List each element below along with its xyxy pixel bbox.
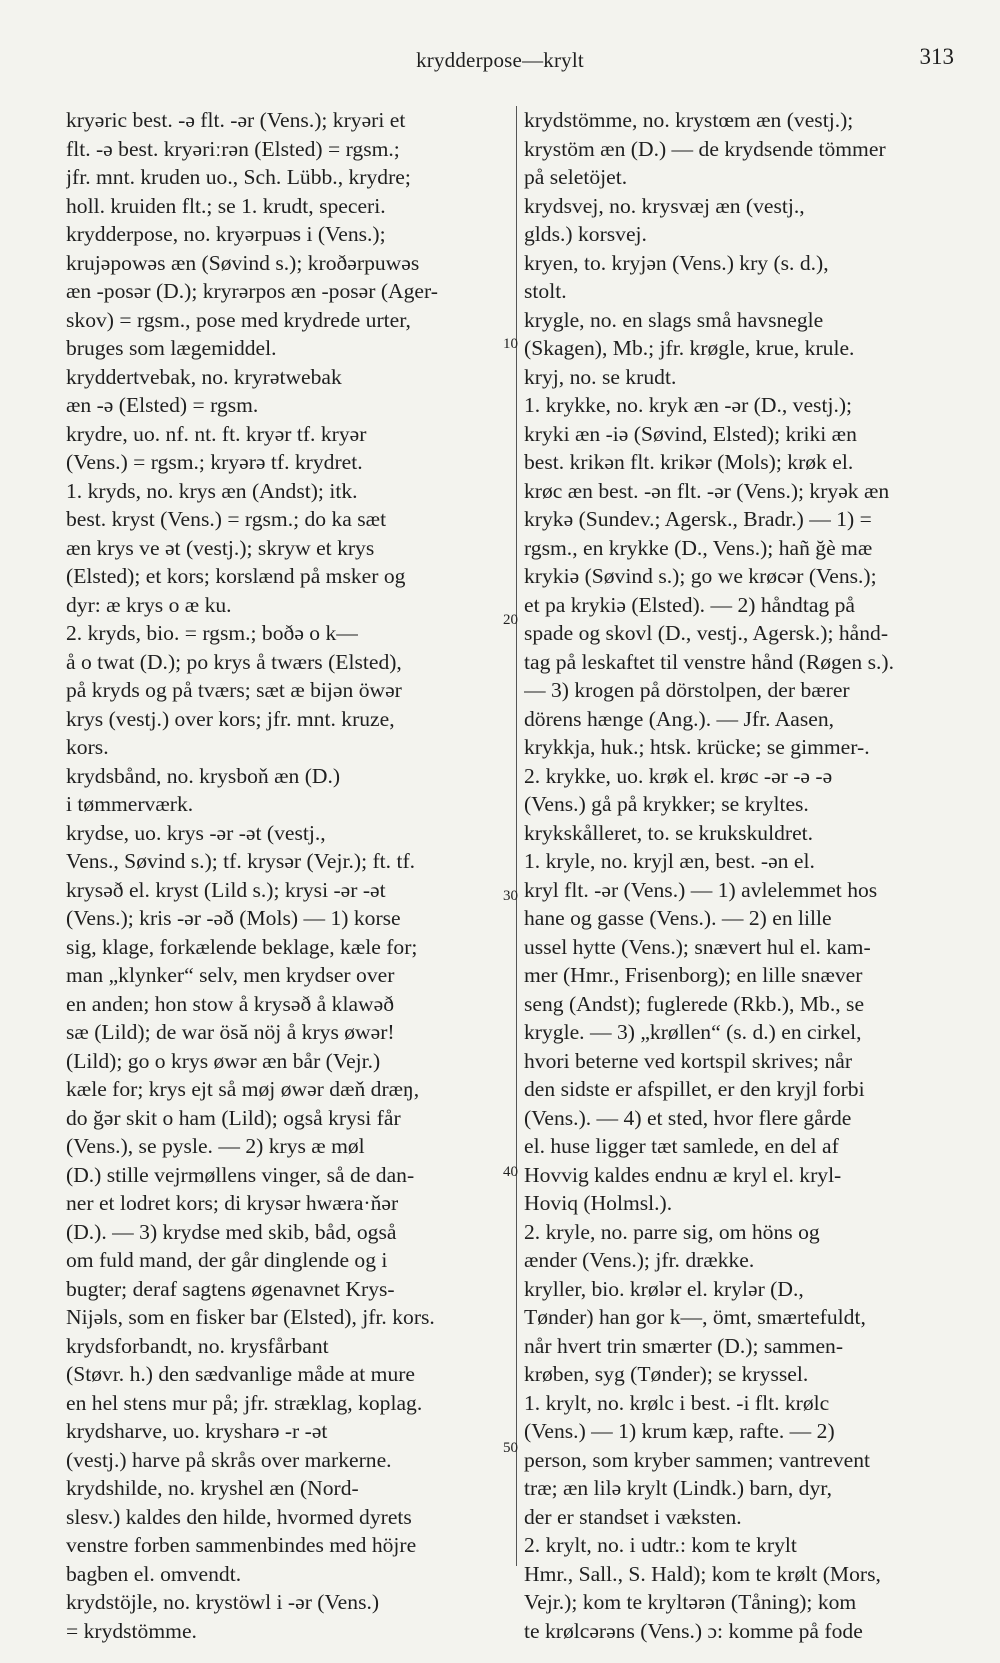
text-line: seng (Andst); fuglerede (Rkb.), Mb., se bbox=[524, 991, 865, 1016]
text-line: — 3) krogen på dörstolpen, der bærer bbox=[524, 678, 850, 702]
text-line: holl. kruiden flt.; se 1. krudt, speceri. bbox=[66, 193, 386, 218]
text-line: å o twat (D.); po krys å twærs (Elsted), bbox=[66, 649, 402, 674]
text-line: flt. -ə best. kryəriːrən (Elsted) = rgsm.; bbox=[66, 136, 400, 161]
text-line: 1. kryle, no. kryjl æn, best. -ən el. bbox=[524, 849, 815, 873]
text-line: kryddertvebak, no. kryrətwebak bbox=[66, 364, 342, 389]
text-line: kryj, no. se krudt. bbox=[524, 364, 677, 389]
text-line: den sidste er afspillet, er den kryjl forbi bbox=[524, 1077, 865, 1101]
text-line: (Vens.) — 1) krum kæp, rafte. — 2) bbox=[524, 1419, 835, 1443]
line-number: 10 bbox=[503, 336, 518, 352]
text-line: dyr: æ krys o æ ku. bbox=[66, 592, 232, 617]
text-line: krykə (Sundev.; Agersk., Bradr.) — 1) = bbox=[524, 507, 872, 531]
text-line: krøc æn best. -ən flt. -ər (Vens.); kryək æn bbox=[524, 478, 890, 503]
text-line: (Støvr. h.) den sædvanlige måde at mure bbox=[66, 1362, 416, 1386]
text-line: krydstömme, no. krystœm æn (vestj.); bbox=[524, 108, 854, 132]
text-line: krygle, no. en slags små havsnegle bbox=[524, 307, 824, 332]
text-line: krykkja, huk.; htsk. krücke; se gimmer-. bbox=[524, 735, 870, 759]
column-rule bbox=[516, 106, 517, 1566]
text-line: (Elsted); et kors; korslænd på msker og bbox=[66, 564, 406, 588]
text-line: Nijəls, som en fisker bar (Elsted), jfr. kors. bbox=[66, 1305, 435, 1329]
text-line: krykskålleret, to. se krukskuldret. bbox=[524, 820, 814, 845]
text-line: æn -ə (Elsted) = rgsm. bbox=[66, 393, 259, 417]
text-line: 2. kryds, bio. = rgsm.; boðə o k— bbox=[66, 621, 358, 645]
text-line: Hoviq (Holmsl.). bbox=[524, 1191, 673, 1215]
text-line: kæle for; krys ejt så møj øwər dæň dræŋ, bbox=[66, 1077, 420, 1101]
text-line: krydse, uo. krys -ər -ət (vestj., bbox=[66, 820, 326, 845]
text-line: 2. krylt, no. i udtr.: kom te krylt bbox=[524, 1533, 797, 1557]
text-line: sæ (Lild); de war ösă nöj å krys øwər! bbox=[66, 1020, 395, 1044]
text-line: sig, klage, forkælende beklage, kæle for; bbox=[66, 934, 418, 959]
text-line: (Vens.). — 4) et sted, hvor flere gårde bbox=[524, 1105, 852, 1130]
text-line: krysəð el. kryst (Lild s.); krysi -ər -ət bbox=[66, 877, 386, 902]
text-line: (D.) stille vejrmøllens vinger, så de dan- bbox=[66, 1162, 415, 1187]
text-line: dörens hænge (Ang.). — Jfr. Aasen, bbox=[524, 706, 835, 731]
text-line: hvori beterne ved kortspil skrives; når bbox=[524, 1048, 853, 1073]
text-line: 2. krykke, uo. krøk el. krøc -ər -ə -ə bbox=[524, 763, 833, 788]
text-line: kors. bbox=[66, 735, 109, 759]
text-line: te krølcərəns (Vens.) ɔ: komme på fode bbox=[524, 1618, 863, 1643]
text-line: 1. krylt, no. krølc i best. -i flt. krølc bbox=[524, 1390, 830, 1415]
text-line: (Skagen), Mb.; jfr. krøgle, krue, krule. bbox=[524, 336, 855, 360]
text-line: Vens., Søvind s.); tf. krysər (Vejr.); ft. tf. bbox=[66, 849, 416, 873]
text-line: når hvert trin smærter (D.); sammen- bbox=[524, 1333, 844, 1358]
text-line: person, som kryber sammen; vantrevent bbox=[524, 1447, 871, 1472]
text-line: bugter; deraf sagtens øgenavnet Krys- bbox=[66, 1276, 395, 1301]
text-line: krøben, syg (Tønder); se kryssel. bbox=[524, 1362, 809, 1386]
text-line: Tønder) han gor k—, ömt, smærtefuldt, bbox=[524, 1305, 866, 1329]
text-line: 2. kryle, no. parre sig, om höns og bbox=[524, 1219, 820, 1244]
text-line: glds.) korsvej. bbox=[524, 222, 647, 246]
text-line: best. kryst (Vens.) = rgsm.; do ka sæt bbox=[66, 507, 387, 531]
text-line: kryller, bio. krølər el. krylər (D., bbox=[524, 1276, 804, 1301]
text-line: kryəric best. -ə flt. -ər (Vens.); kryəri et bbox=[66, 108, 406, 132]
text-line: en anden; hon stow å krysəð å klawəð bbox=[66, 991, 395, 1016]
text-line: krydstöjle, no. krystöwl i -ər (Vens.) bbox=[66, 1590, 380, 1614]
text-line: mer (Hmr., Frisenborg); en lille snæver bbox=[524, 963, 863, 987]
text-line: kryl flt. -ər (Vens.) — 1) avlelemmet hos bbox=[524, 877, 878, 902]
text-line: ussel hytte (Vens.); snævert hul el. kam- bbox=[524, 934, 871, 959]
text-line: (Vens.) = rgsm.; kryərə tf. krydret. bbox=[66, 450, 363, 474]
text-line: Vejr.); kom te kryltərən (Tåning); kom bbox=[524, 1590, 857, 1614]
text-line: på seletöjet. bbox=[524, 165, 628, 189]
running-head: krydderpose—krylt bbox=[416, 48, 584, 72]
text-line: kryen, to. kryjən (Vens.) kry (s. d.), bbox=[524, 250, 829, 275]
text-line: jfr. mnt. kruden uo., Sch. Lübb., krydre; bbox=[66, 165, 411, 189]
text-line: krujəpowəs æn (Søvind s.); kroðərpuwəs bbox=[66, 250, 420, 275]
text-line: krystöm æn (D.) — de krydsende tömmer bbox=[524, 136, 886, 161]
text-line: slesv.) kaldes den hilde, hvormed dyrets bbox=[66, 1504, 412, 1529]
text-line: (Lild); go o krys øwər æn bår (Vejr.) bbox=[66, 1048, 381, 1073]
text-line: (Vens.); kris -ər -əð (Mols) — 1) korse bbox=[66, 906, 401, 930]
text-line: rgsm., en krykke (D., Vens.); hañ ğè mæ bbox=[524, 535, 873, 560]
text-line: krydre, uo. nf. nt. ft. kryər tf. kryər bbox=[66, 421, 367, 446]
text-line: der er standset i væksten. bbox=[524, 1504, 742, 1529]
text-line: tag på leskaftet til venstre hånd (Røgen s.). bbox=[524, 649, 894, 674]
text-line: om fuld mand, der går dinglende og i bbox=[66, 1248, 388, 1272]
text-line: venstre forben sammenbindes med höjre bbox=[66, 1533, 417, 1557]
text-line: krydderpose, no. kryərpuəs i (Vens.); bbox=[66, 222, 386, 246]
text-line: = krydstömme. bbox=[66, 1618, 197, 1643]
left-column bbox=[66, 106, 508, 1645]
text-line: ænder (Vens.); jfr. drække. bbox=[524, 1248, 755, 1272]
text-line: 1. krykke, no. kryk æn -ər (D., vestj.); bbox=[524, 393, 853, 417]
line-number: 40 bbox=[503, 1164, 518, 1180]
text-line: man „klynker“ selv, men krydser over bbox=[66, 963, 395, 987]
text-line: Hovvig kaldes endnu æ kryl el. kryl- bbox=[524, 1162, 842, 1187]
text-line: el. huse ligger tæt samlede, en del af bbox=[524, 1134, 839, 1158]
text-line: spade og skovl (D., vestj., Agersk.); hånd- bbox=[524, 621, 889, 645]
text-line: (vestj.) harve på skrås over markerne. bbox=[66, 1447, 392, 1472]
text-line: krys (vestj.) over kors; jfr. mnt. kruze, bbox=[66, 706, 395, 731]
text-line: hane og gasse (Vens.). — 2) en lille bbox=[524, 906, 832, 930]
line-number: 50 bbox=[503, 1440, 518, 1456]
text-line: krykiə (Søvind s.); go we krøcər (Vens.); bbox=[524, 564, 877, 588]
text-line: krygle. — 3) „krøllen“ (s. d.) en cirkel, bbox=[524, 1020, 862, 1044]
right-column bbox=[524, 106, 960, 1645]
text-line: (Vens.) gå på krykker; se kryltes. bbox=[524, 792, 809, 816]
line-number: 20 bbox=[503, 612, 518, 628]
text-line: i tømmerværk. bbox=[66, 792, 194, 816]
line-number: 30 bbox=[503, 888, 518, 904]
text-line: krydshilde, no. kryshel æn (Nord- bbox=[66, 1476, 359, 1500]
text-line: (Vens.), se pysle. — 2) krys æ møl bbox=[66, 1134, 365, 1158]
text-line: Hmr., Sall., S. Hald); kom te krølt (Mors, bbox=[524, 1561, 881, 1586]
text-line: træ; æn lilə krylt (Lindk.) barn, dyr, bbox=[524, 1476, 832, 1500]
text-line: krydsharve, uo. krysharə -r -ət bbox=[66, 1419, 328, 1443]
page-number: 313 bbox=[919, 44, 954, 69]
text-line: æn -posər (D.); kryrərpos æn -posər (Ager- bbox=[66, 279, 438, 303]
text-line: en hel stens mur på; jfr. stræklag, koplag. bbox=[66, 1390, 423, 1415]
text-line: krydsbånd, no. krysboň æn (D.) bbox=[66, 763, 341, 788]
text-line: best. krikən flt. krikər (Mols); krøk el. bbox=[524, 450, 854, 474]
text-line: et pa krykiə (Elsted). — 2) håndtag på bbox=[524, 592, 855, 617]
text-line: stolt. bbox=[524, 279, 567, 303]
text-line: skov) = rgsm., pose med krydrede urter, bbox=[66, 307, 411, 332]
text-line: krydsforbandt, no. krysfårbant bbox=[66, 1333, 329, 1358]
text-line: bagben el. omvendt. bbox=[66, 1561, 242, 1586]
text-line: 1. kryds, no. krys æn (Andst); itk. bbox=[66, 478, 358, 503]
text-line: krydsvej, no. krysvæj æn (vestj., bbox=[524, 193, 805, 218]
text-line: på kryds og på tværs; sæt æ bijən öwər bbox=[66, 678, 402, 702]
text-line: bruges som lægemiddel. bbox=[66, 336, 277, 360]
text-line: (D.). — 3) krydse med skib, båd, også bbox=[66, 1219, 397, 1244]
text-line: ner et lodret kors; di krysər hwæra·ňər bbox=[66, 1191, 399, 1215]
text-line: do ğər skit o ham (Lild); også krysi får bbox=[66, 1105, 401, 1130]
text-line: æn krys ve ət (vestj.); skryw et krys bbox=[66, 535, 375, 560]
text-line: kryki æn -iə (Søvind, Elsted); kriki æn bbox=[524, 421, 857, 446]
